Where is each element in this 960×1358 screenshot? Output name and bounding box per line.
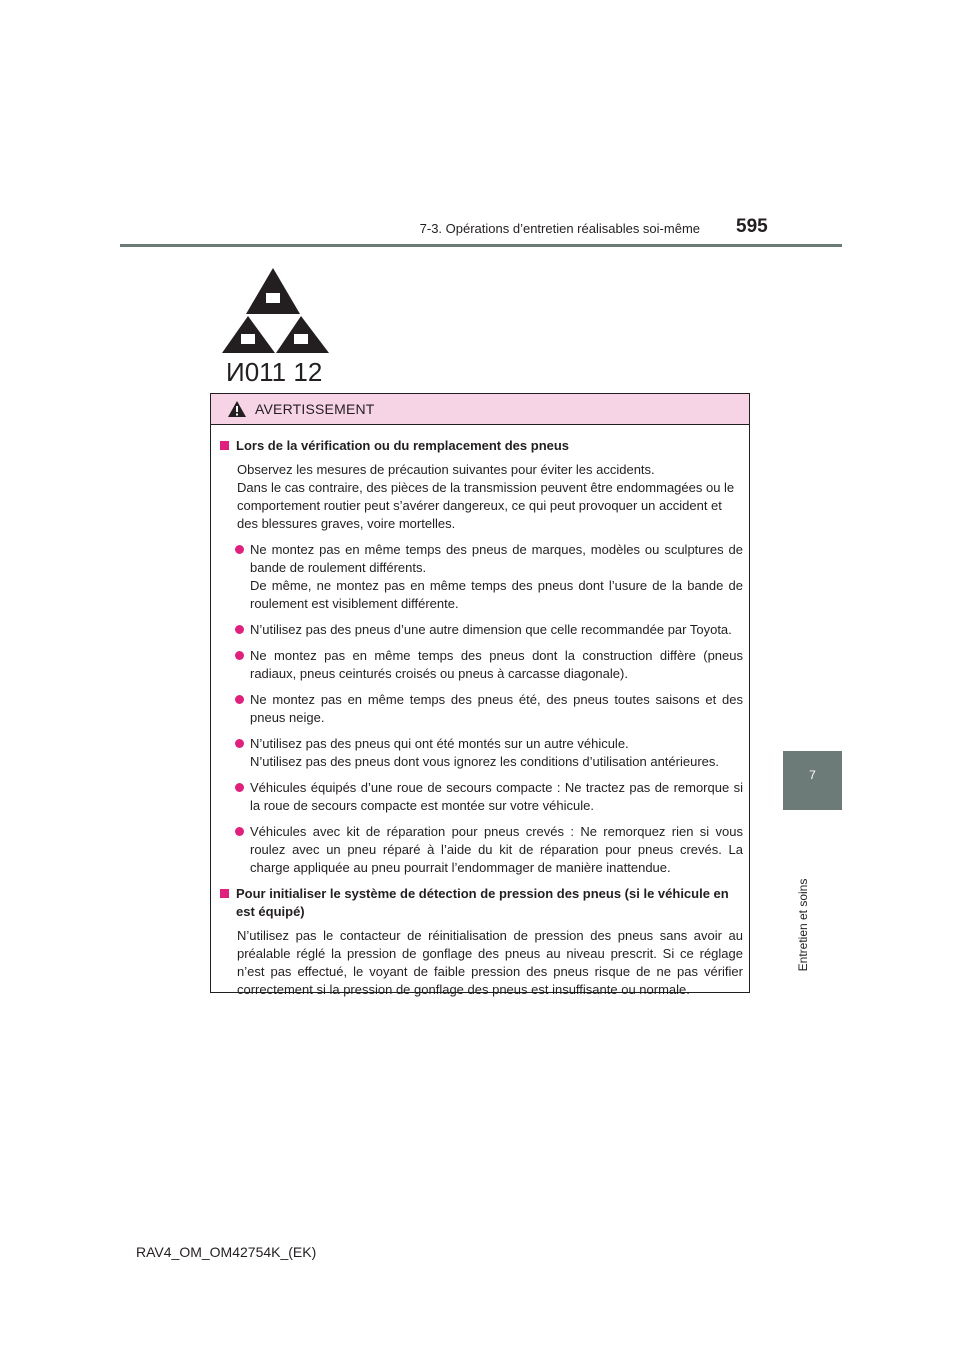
list-item xyxy=(235,621,743,639)
round-bullet-icon xyxy=(235,695,244,704)
heading-text: Lors de la vérification ou du remplacement des pneus xyxy=(236,438,570,453)
header-divider xyxy=(120,244,842,247)
heading-text: Pour initialiser le système de détection de pression des pneus (si le véhicule en est équipé) xyxy=(236,886,729,919)
warning-header xyxy=(211,394,749,425)
list-item xyxy=(235,823,743,877)
list-item-line: Véhicules équipés d’une roue de secours compacte : Ne tractez pas de remorque si la roue de secours compacte est montée sur votre véhicule. xyxy=(250,780,743,813)
list-item-text xyxy=(250,541,743,613)
chapter-label: Entretien et soins xyxy=(796,878,810,972)
intro-line: Dans le cas contraire, des pièces de la transmission peuvent être endommagées ou le comportement routier peut s’avérer dangereux, ce qui peut provoquer un accident et des blessures graves, voire mortelles. xyxy=(237,480,735,531)
page-number: 595 xyxy=(736,216,768,237)
round-bullet-icon xyxy=(235,739,244,748)
warning-triangle-icon xyxy=(227,400,247,418)
list-item xyxy=(235,647,743,683)
warning-box xyxy=(210,393,750,997)
list-item-line: N’utilisez pas des pneus d’une autre dimension que celle recommandée par Toyota. xyxy=(250,622,732,637)
list-item-line: Véhicules avec kit de réparation pour pneus crevés : Ne remorquez rien si vous roulez avec un pneu réparé à l’aide du kit de réparation pour pneus crevés. La charge appliquée au pneu pourrait l’endommager de manière inattendue. xyxy=(250,824,743,875)
warning-body xyxy=(211,425,749,999)
list-item xyxy=(235,779,743,815)
list-item-line: Ne montez pas en même temps des pneus été, des pneus toutes saisons et des pneus neige. xyxy=(250,692,743,725)
intro-paragraph xyxy=(237,461,743,533)
intro-line: N’utilisez pas le contacteur de réinitialisation de pression des pneus sans avoir au préalable réglé la pression de gonflage des pneus au niveau prescrit. Si ce réglage n’est pas effectué, le voyant de faible pression des pneus risque de ne pas vérifier correctement si la pression de gonflage des pneus est insuffisante ou normale. xyxy=(237,928,743,997)
list-item-text xyxy=(250,647,743,683)
warning-title: AVERTISSEMENT xyxy=(255,401,375,417)
round-bullet-icon xyxy=(235,783,244,792)
list-item-text xyxy=(250,691,743,727)
round-bullet-icon xyxy=(235,827,244,836)
square-bullet-icon xyxy=(220,441,229,450)
intro-line: Observez les mesures de précaution suivantes pour éviter les accidents. xyxy=(237,462,655,477)
list-item-line: Ne montez pas en même temps des pneus dont la construction diffère (pneus radiaux, pneus ceinturés croisés ou pneus à carcasse diagonale). xyxy=(250,648,743,681)
list-item xyxy=(235,735,743,771)
tire-code-text: И011 12 xyxy=(226,357,323,386)
list-item-line: N’utilisez pas des pneus dont vous ignorez les conditions d’utilisation antérieures. xyxy=(250,754,719,769)
triangle-marks-icon xyxy=(222,268,340,386)
list-item-text xyxy=(250,823,743,877)
list-item-line: N’utilisez pas des pneus qui ont été montés sur un autre véhicule. xyxy=(250,736,629,751)
warning-section-heading xyxy=(218,885,743,921)
list-item-text xyxy=(250,621,743,639)
section-title: 7-3. Opérations d’entretien réalisables soi-même xyxy=(419,221,700,236)
document-code: RAV4_OM_OM42754K_(EK) xyxy=(136,1244,317,1260)
round-bullet-icon xyxy=(235,651,244,660)
list-item-text xyxy=(250,735,743,771)
list-item-text xyxy=(250,779,743,815)
chapter-number: 7 xyxy=(809,768,816,782)
list-item-line: Ne montez pas en même temps des pneus de marques, modèles ou sculptures de bande de roulement différents. xyxy=(250,542,743,575)
round-bullet-icon xyxy=(235,625,244,634)
square-bullet-icon xyxy=(220,889,229,898)
round-bullet-icon xyxy=(235,545,244,554)
list-item-line: De même, ne montez pas en même temps des pneus dont l’usure de la bande de roulement est visiblement différente. xyxy=(250,578,743,611)
tire-wear-indicator-figure xyxy=(222,268,340,386)
list-item xyxy=(235,691,743,727)
list-item xyxy=(235,541,743,613)
intro-paragraph xyxy=(237,927,743,999)
warning-section-heading xyxy=(218,437,743,455)
